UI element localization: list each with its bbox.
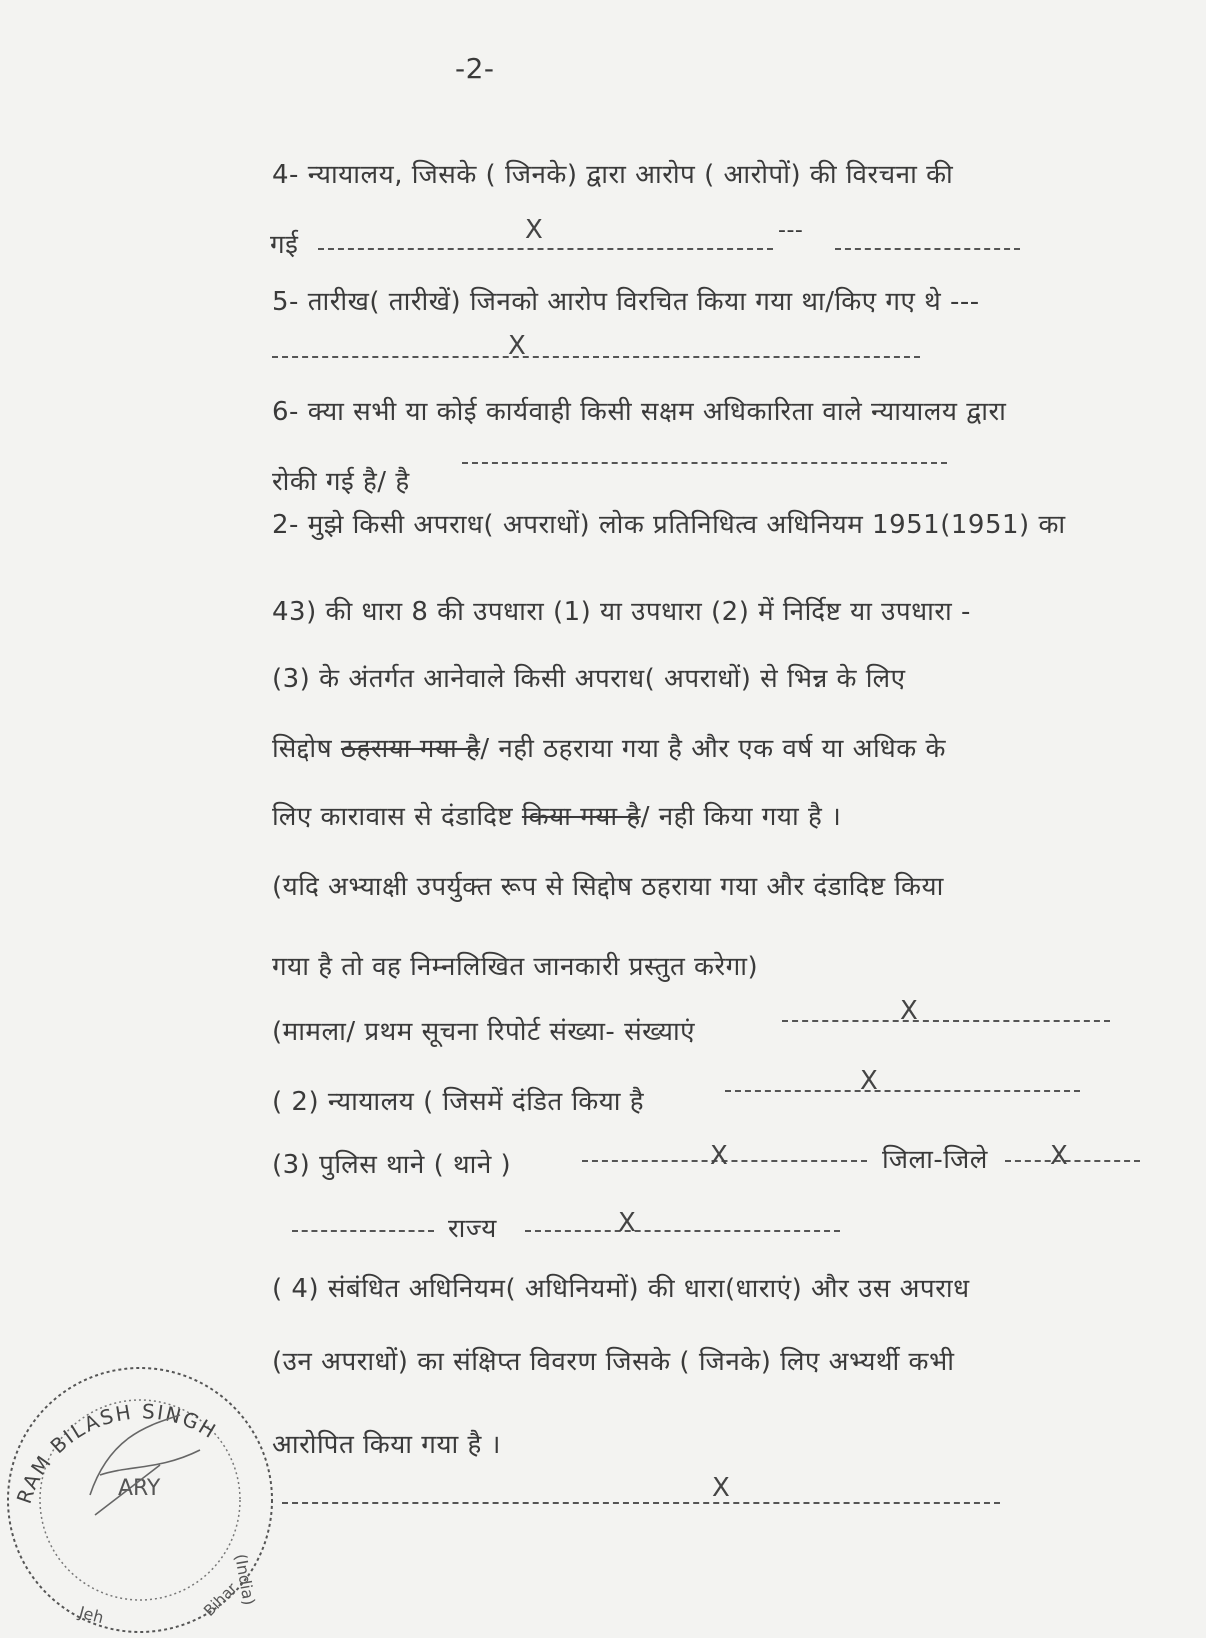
blank-line	[1005, 1160, 1140, 1162]
text-span: सिद्दोष	[272, 734, 333, 764]
cross-mark: X	[525, 215, 543, 245]
cross-mark: X	[710, 1141, 728, 1171]
text-span: लिए कारावास से दंडादिष्ट	[272, 802, 514, 832]
sub-4-line-1: ( 4) संबंधित अधिनियम( अधिनियमों) की धारा(धाराएं) और उस अपराध	[272, 1274, 970, 1304]
seal-side-text: (India)	[231, 1552, 259, 1607]
state-label: राज्य	[448, 1214, 497, 1244]
blank-line	[525, 1230, 840, 1232]
struck-text: ठहराया गया है	[340, 734, 481, 764]
blank-line	[318, 248, 773, 250]
blank-line	[725, 1090, 1080, 1092]
item-2-line-5	[272, 800, 841, 834]
struck-text: किया गया है	[521, 802, 641, 832]
item-2-line-3: (3) के अंतर्गत आनेवाले किसी अपराध( अपराधों) से भिन्न के लिए	[272, 664, 906, 694]
sub-2-label: ( 2) न्यायालय ( जिसमें दंडित किया है	[272, 1087, 645, 1117]
cross-mark: X	[618, 1208, 636, 1238]
item-5-text: 5- तारीख( तारीखें) जिनको आरोप विरचित किया गया था/किए गए थे ---	[272, 287, 980, 317]
item-2-line-7: गया है तो वह निम्नलिखित जानकारी प्रस्तुत करेगा)	[272, 952, 759, 982]
seal-top-text-path: RAM BILASH SINGH	[11, 1399, 222, 1507]
item-6-continuation: रोकी गई है/ है	[272, 467, 410, 497]
sub-1-label: (मामला/ प्रथम सूचना रिपोर्ट संख्या- संख्याएं	[272, 1017, 696, 1047]
seal-top-text	[12, 1399, 222, 1506]
blank-line	[282, 1502, 1000, 1504]
seal-bottom-text: Jeh	[76, 1602, 106, 1628]
cross-mark: X	[900, 996, 918, 1026]
page-number: -2-	[455, 52, 495, 85]
item-6-text: 6- क्या सभी या कोई कार्यवाही किसी सक्षम अधिकारिता वाले न्यायालय द्वारा	[272, 397, 1007, 427]
blank-line	[272, 356, 920, 358]
text-span: / नही किया गया है ।	[640, 802, 842, 832]
item-2-line-2: 43) की धारा 8 की उपधारा (1) या उपधारा (2) में निर्दिष्ट या उपधारा -	[272, 597, 971, 627]
seal-graphic	[0, 1355, 290, 1638]
item-2-line-1: 2- मुझे किसी अपराध( अपराधों) लोक प्रतिनिधित्व अधिनियम 1951(1951) का	[272, 510, 1066, 540]
seal-center-text: ARY	[118, 1476, 161, 1501]
item-4-text: 4- न्यायालय, जिसके ( जिनके) द्वारा आरोप ( आरोपों) की विरचना की	[272, 160, 954, 190]
item-2-line-6: (यदि अभ्याक्षी उपर्युक्त रूप से सिद्दोष ठहराया गया और दंडादिष्ट किया	[272, 872, 944, 902]
sub-4-line-2: (उन अपराधों) का संक्षिप्त विवरण जिसके ( जिनके) लिए अभ्यर्थी कभी	[272, 1347, 955, 1377]
district-label: जिला-जिले	[882, 1145, 988, 1175]
cross-mark: X	[1050, 1141, 1068, 1171]
blank-line	[462, 462, 947, 464]
item-2-line-4	[272, 732, 946, 766]
cross-mark: X	[712, 1473, 730, 1503]
official-seal	[0, 1355, 290, 1638]
seal-right-text: Bihar	[200, 1579, 241, 1620]
blank-line	[782, 1020, 1110, 1022]
cross-mark: X	[508, 331, 526, 361]
blank-line	[292, 1230, 434, 1232]
item-4-continuation: गई	[270, 230, 299, 260]
cross-mark: X	[860, 1066, 878, 1096]
blank-line	[835, 248, 1020, 250]
text-span: / नही ठहराया गया है और एक वर्ष या अधिक के	[480, 734, 946, 764]
sub-3-label: (3) पुलिस थाने ( थाने )	[272, 1150, 512, 1180]
item-4-trail: ---	[778, 218, 804, 243]
sub-4-line-3: आरोपित किया गया है ।	[272, 1430, 501, 1460]
